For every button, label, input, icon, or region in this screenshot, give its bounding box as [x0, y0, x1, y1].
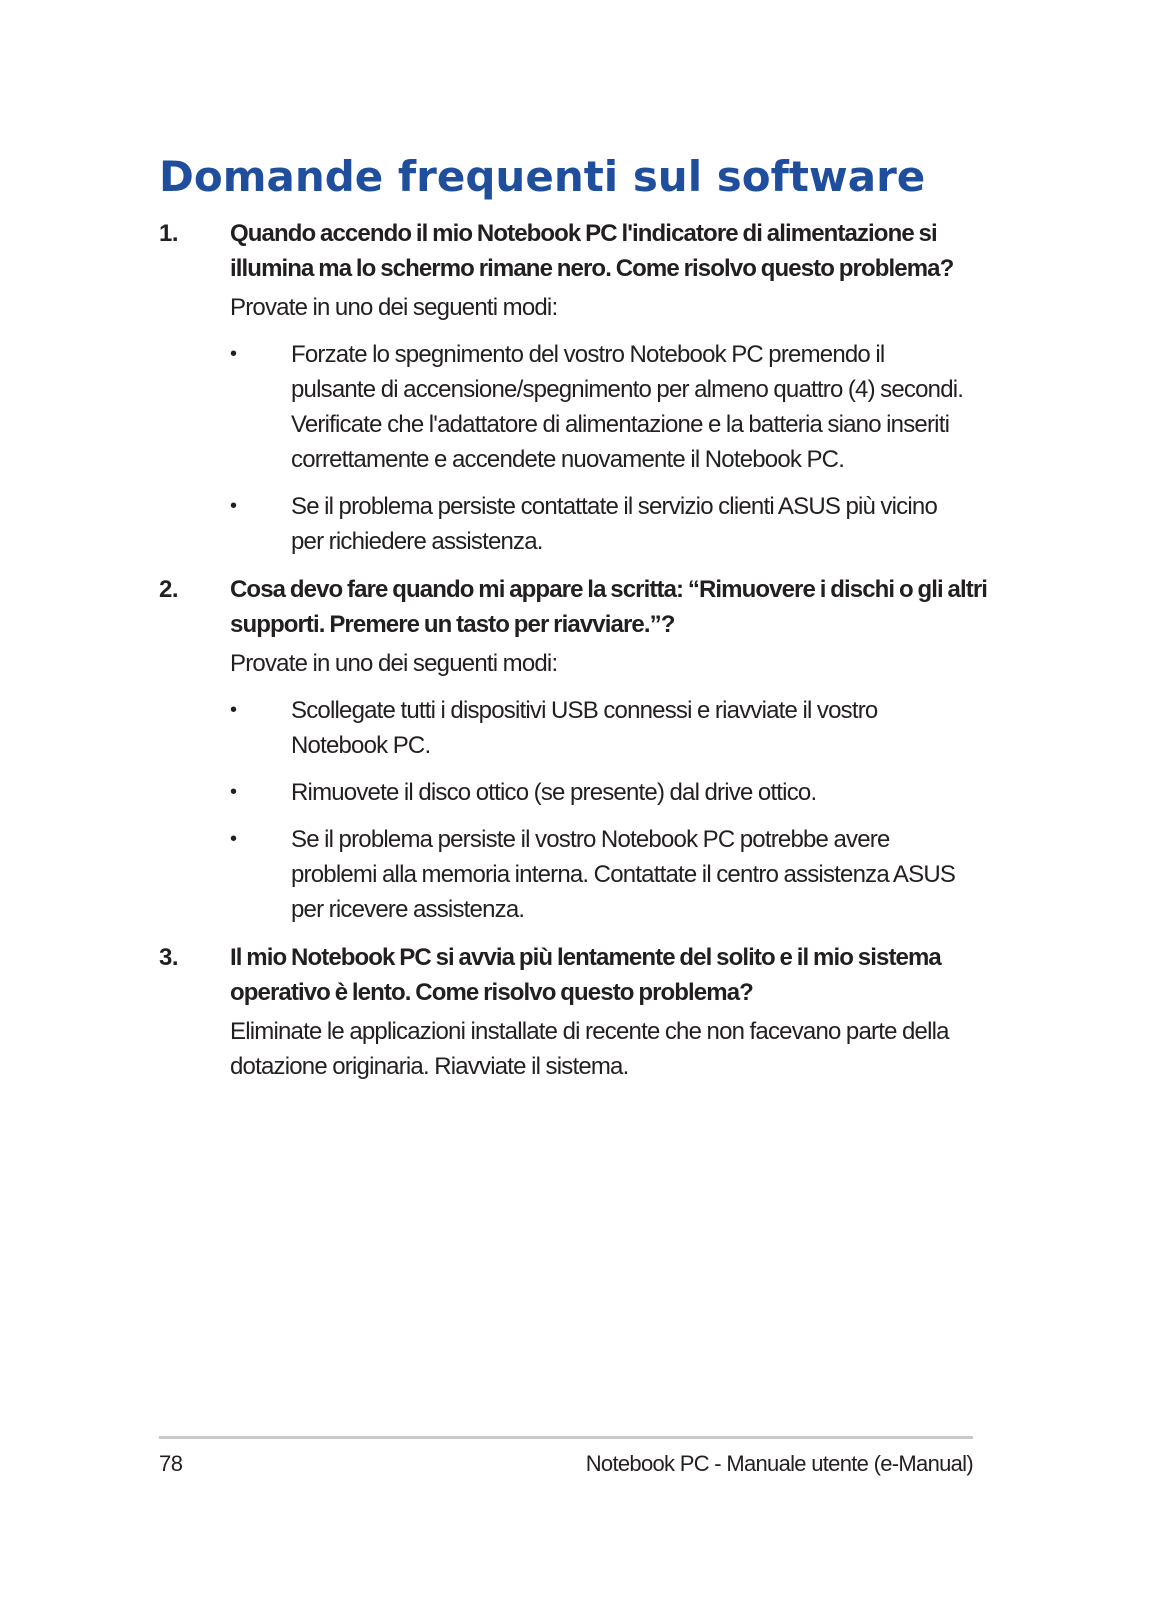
manual-title: Notebook PC - Manuale utente (e-Manual)	[585, 1451, 973, 1476]
bullet-item	[230, 822, 971, 927]
footer-divider	[159, 1436, 973, 1439]
bullet-text: Scollegate tutti i dispositivi USB connessi e riavviate il vostro Notebook PC.	[291, 697, 878, 759]
faq-body	[230, 940, 999, 1084]
faq-question: Il mio Notebook PC si avvia più lentamente del solito e il mio sistema operativo è lento. Come risolvo questo problema?	[230, 944, 941, 1006]
bullet-item	[230, 337, 971, 477]
faq-item-1	[159, 216, 999, 559]
bullet-icon: •	[230, 828, 237, 850]
faq-item-3	[159, 940, 999, 1084]
faq-list	[159, 216, 999, 1097]
bullet-text: Se il problema persiste contattate il servizio clienti ASUS più vicino per richiedere assistenza.	[291, 493, 937, 555]
page-number: 78	[159, 1451, 183, 1476]
bullet-item	[230, 693, 971, 763]
bullet-list	[230, 337, 999, 559]
faq-answer: Provate in uno dei seguenti modi:	[230, 294, 558, 321]
faq-item-2	[159, 572, 999, 927]
bullet-text: Forzate lo spegnimento del vostro Notebook PC premendo il pulsante di accensione/spegnimento per almeno quattro (4) secondi. Verificate che l'adattatore di alimentazione e la batteria siano inseriti correttamente e accendete nuovamente il Notebook PC.	[291, 341, 964, 473]
faq-answer: Eliminate le applicazioni installate di recente che non facevano parte della dotazione originaria. Riavviate il sistema.	[230, 1018, 949, 1080]
faq-body	[230, 572, 999, 927]
faq-answer: Provate in uno dei seguenti modi:	[230, 650, 558, 677]
faq-question: Cosa devo fare quando mi appare la scritta: “Rimuovere i dischi o gli altri supporti. Premere un tasto per riavviare.”?	[230, 576, 988, 638]
bullet-item	[230, 775, 971, 810]
faq-number: 3.	[159, 944, 179, 971]
bullet-text: Rimuovete il disco ottico (se presente) dal drive ottico.	[291, 779, 817, 806]
faq-number: 2.	[159, 576, 179, 603]
faq-number: 1.	[159, 220, 179, 247]
bullet-text: Se il problema persiste il vostro Notebook PC potrebbe avere problemi alla memoria interna. Contattate il centro assistenza ASUS per ricevere assistenza.	[291, 826, 956, 923]
page-title: Domande frequenti sul software	[159, 152, 926, 201]
bullet-list	[230, 693, 999, 927]
bullet-icon: •	[230, 781, 237, 803]
bullet-item	[230, 489, 971, 559]
bullet-icon: •	[230, 343, 237, 365]
bullet-icon: •	[230, 699, 237, 721]
faq-body	[230, 216, 999, 559]
faq-question: Quando accendo il mio Notebook PC l'indicatore di alimentazione si illumina ma lo schermo rimane nero. Come risolvo questo problema?	[230, 220, 954, 282]
bullet-icon: •	[230, 495, 237, 517]
